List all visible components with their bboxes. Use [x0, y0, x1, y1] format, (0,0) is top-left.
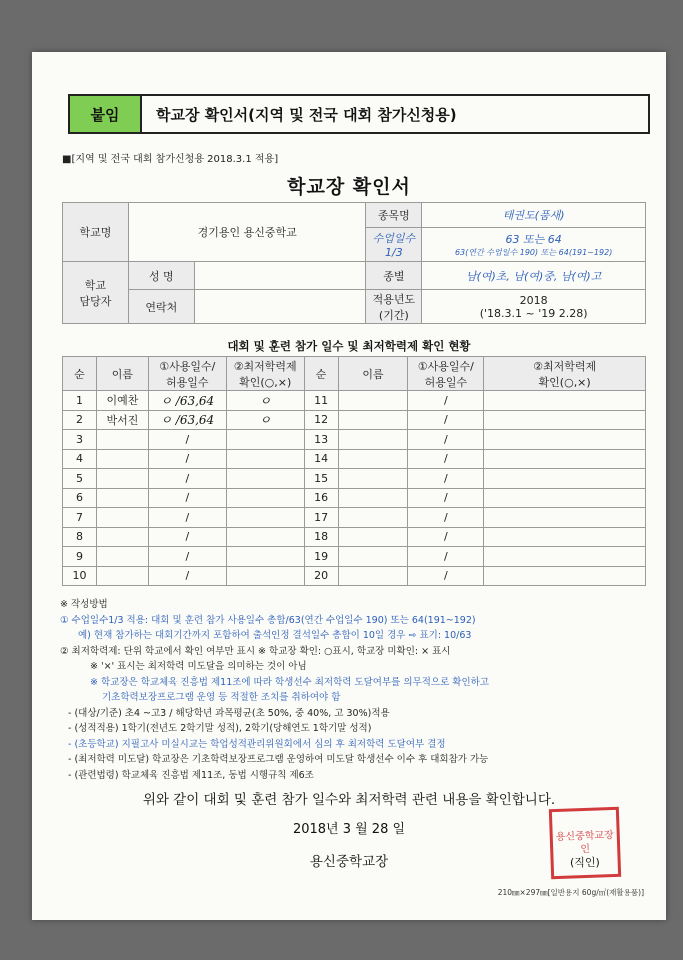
table-row — [63, 449, 646, 469]
page-title: 학교장 확인서 — [287, 176, 411, 198]
note-4b: 기초학력보장프로그램 운영 등 적절한 조치를 취하여야 함 — [102, 692, 341, 703]
row-no: 1 — [63, 391, 97, 411]
header-box — [68, 94, 650, 134]
confirmation-statement: 위와 같이 대회 및 훈련 참가 일수와 최저학력 관련 내용을 확인합니다. — [142, 792, 556, 808]
row-minimum — [226, 488, 304, 508]
paper-spec: 210㎜×297㎜[일반용지 60g/㎡(재활용품)] — [497, 888, 644, 897]
row-minimum — [226, 547, 304, 567]
row-no: 9 — [63, 547, 97, 567]
section-title: 대회 및 훈련 참가 일수 및 최저학력제 확인 현황 — [227, 339, 471, 353]
row-minimum-right — [484, 547, 646, 567]
form-id: ■[지역 및 전국 대회 참가신청용 2018.3.1 적용] — [62, 154, 279, 165]
table-row — [63, 391, 646, 411]
row-no-right: 19 — [304, 547, 338, 567]
row-days-right: / — [408, 566, 484, 586]
row-name — [96, 508, 148, 528]
table-body — [63, 391, 646, 586]
school-days-label — [366, 228, 422, 262]
official-seal: 용신중학교장인 — [549, 807, 621, 879]
row-minimum — [226, 469, 304, 489]
row-name-right — [338, 449, 408, 469]
row-name — [96, 566, 148, 586]
seal-note: (직인) — [570, 856, 600, 869]
row-days: / — [148, 449, 226, 469]
row-name — [96, 469, 148, 489]
note-9: - (관련법령) 학교체육 진흥법 제11조, 동법 시행규칙 제6조 — [68, 769, 314, 781]
attachment-tag: 붙임 — [70, 96, 142, 132]
table-row — [63, 527, 646, 547]
row-name-right — [338, 488, 408, 508]
year-value-2: ('18.3.1 ~ '19 2.28) — [479, 306, 588, 320]
row-no-right: 15 — [304, 469, 338, 489]
row-minimum — [226, 527, 304, 547]
table-row — [63, 547, 646, 567]
header-days-right-2: 허용일수 — [424, 375, 468, 389]
school-days-value-1: 63 또는 64 — [505, 233, 562, 246]
header-days-right-1: ①사용일수/ — [417, 359, 474, 373]
row-days-right: / — [408, 547, 484, 567]
row-name — [96, 488, 148, 508]
table-row — [63, 488, 646, 508]
note-4: ※ 학교장은 학교체육 진흥법 제11조에 따라 학생선수 최저학력 도달여부를 의무적으로 확인하고 — [90, 676, 489, 688]
principal-signature: 용신중학교장 — [309, 854, 389, 870]
header-days-1: ①사용일수/ — [159, 359, 216, 373]
row-no: 3 — [63, 430, 97, 450]
sport-value: 태권도(품새) — [422, 203, 646, 228]
note-1: ① 수업일수1/3 적용: 대회 및 훈련 참가 사용일수 총합/63(연간 수업일수 190) 또는 64(191~192) — [60, 614, 476, 626]
row-no-right: 13 — [304, 430, 338, 450]
header-days — [148, 357, 226, 391]
document-page — [32, 52, 666, 920]
row-days-right: / — [408, 391, 484, 411]
row-days-right: / — [408, 508, 484, 528]
row-minimum-right — [484, 410, 646, 430]
school-days-value — [422, 228, 646, 262]
row-minimum-right — [484, 527, 646, 547]
header-no-right: 순 — [304, 357, 338, 391]
row-name-right — [338, 391, 408, 411]
name-value — [194, 262, 366, 290]
row-days: / — [148, 547, 226, 567]
row-name-right — [338, 410, 408, 430]
row-minimum-right — [484, 508, 646, 528]
row-no-right: 11 — [304, 391, 338, 411]
header-title: 학교장 확인서(지역 및 전국 대회 참가신청용) — [156, 105, 457, 124]
name-label: 성 명 — [128, 262, 194, 290]
school-value: 경기용인 용신중학교 — [128, 203, 366, 262]
manager-label-2: 담당자 — [79, 294, 112, 308]
header-name: 이름 — [96, 357, 148, 391]
note-7: - (초등학교) 지필고사 미실시교는 학업성적관리위원회에서 심의 후 최저학력 도달여부 결정 — [68, 738, 446, 750]
row-name: 박서진 — [96, 410, 148, 430]
row-no-right: 18 — [304, 527, 338, 547]
row-days: ㅇ /63,64 — [148, 391, 226, 411]
year-value — [422, 290, 646, 324]
row-days-right: / — [408, 449, 484, 469]
issue-date: 2018년 3 월 28 일 — [292, 822, 406, 837]
note-6: - (성적적용) 1학기(전년도 2학기말 성적), 2학기(당해연도 1학기말 성적) — [68, 723, 372, 734]
header-minimum-1: ②최저학력제 — [233, 359, 297, 373]
year-label-1: 적용년도 — [372, 292, 416, 306]
row-minimum-right — [484, 449, 646, 469]
row-days: ㅇ /63,64 — [148, 410, 226, 430]
row-days-right: / — [408, 410, 484, 430]
header-minimum-right-1: ②최저학력제 — [533, 359, 597, 373]
row-days: / — [148, 527, 226, 547]
row-no-right: 16 — [304, 488, 338, 508]
row-no: 5 — [63, 469, 97, 489]
header-name-right: 이름 — [338, 357, 408, 391]
row-days: / — [148, 566, 226, 586]
header-minimum-right — [484, 357, 646, 391]
row-days: / — [148, 430, 226, 450]
year-value-1: 2018 — [519, 293, 548, 307]
row-days: / — [148, 469, 226, 489]
row-days-right: / — [408, 527, 484, 547]
instructions-heading: ※ 작성방법 — [60, 599, 108, 610]
row-name — [96, 547, 148, 567]
year-label-2: (기간) — [378, 308, 409, 322]
row-minimum — [226, 449, 304, 469]
note-5: - (대상/기준) 초4 ~고3 / 해당학년 과목평균(초 50%, 중 40%, 고 30%)적용 — [68, 707, 390, 719]
header-minimum-2: 확인(○,×) — [239, 375, 292, 389]
row-days-right: / — [408, 469, 484, 489]
row-no: 7 — [63, 508, 97, 528]
school-days-label-2: 1/3 — [385, 246, 403, 259]
header-minimum — [226, 357, 304, 391]
table-row — [63, 566, 646, 586]
manager-label-1: 학교 — [84, 278, 107, 292]
row-no: 2 — [63, 410, 97, 430]
contact-label: 연락처 — [128, 290, 194, 324]
row-minimum-right — [484, 488, 646, 508]
row-days: / — [148, 508, 226, 528]
row-name — [96, 449, 148, 469]
row-name-right — [338, 566, 408, 586]
row-no-right: 12 — [304, 410, 338, 430]
school-label: 학교명 — [63, 203, 129, 262]
row-name-right — [338, 469, 408, 489]
header-days-right — [408, 357, 484, 391]
participation-table — [62, 356, 646, 586]
note-2: ② 최저학력제: 단위 학교에서 확인 여부만 표시 ※ 학교장 확인: ○표시, 학교장 미확인: × 표시 — [60, 645, 451, 657]
row-minimum: ㅇ — [226, 410, 304, 430]
row-no-right: 20 — [304, 566, 338, 586]
year-label — [366, 290, 422, 324]
row-no-right: 17 — [304, 508, 338, 528]
row-no: 6 — [63, 488, 97, 508]
table-row — [63, 508, 646, 528]
row-name-right — [338, 508, 408, 528]
row-minimum — [226, 430, 304, 450]
sport-label: 종목명 — [366, 203, 422, 228]
header-minimum-right-2: 확인(○,×) — [538, 375, 591, 389]
note-1b: 예) 현재 참가하는 대회기간까지 포함하여 출석인정 결석일수 총합이 10일 경우 ⇨ 표기: 10/63 — [78, 630, 472, 641]
school-days-label-1: 수업일수 — [372, 232, 416, 245]
instructions — [60, 597, 650, 783]
row-minimum: ㅇ — [226, 391, 304, 411]
header-no: 순 — [63, 357, 97, 391]
row-days-right: / — [408, 430, 484, 450]
row-minimum-right — [484, 391, 646, 411]
manager-label — [63, 262, 129, 324]
row-name — [96, 430, 148, 450]
table-row — [63, 469, 646, 489]
table-row — [63, 410, 646, 430]
gender-label: 종별 — [366, 262, 422, 290]
row-no: 8 — [63, 527, 97, 547]
table-row — [63, 430, 646, 450]
row-minimum-right — [484, 430, 646, 450]
header-days-2: 허용일수 — [166, 375, 209, 389]
row-minimum-right — [484, 469, 646, 489]
contact-value — [194, 290, 366, 324]
note-3: ※ '×' 표시는 최저학력 미도달을 의미하는 것이 아님 — [90, 661, 307, 672]
row-days: / — [148, 488, 226, 508]
row-minimum — [226, 508, 304, 528]
row-minimum-right — [484, 566, 646, 586]
school-days-value-2: 63(연간 수업일수 190) 또는 64(191~192) — [454, 248, 613, 257]
gender-value: 남(여)초, 남(여)중, 남(여)고 — [422, 262, 646, 290]
row-days-right: / — [408, 488, 484, 508]
row-name: 이예찬 — [96, 391, 148, 411]
row-name — [96, 527, 148, 547]
row-no: 4 — [63, 449, 97, 469]
row-name-right — [338, 547, 408, 567]
row-minimum — [226, 566, 304, 586]
row-name-right — [338, 527, 408, 547]
info-table — [62, 202, 646, 324]
note-8: - (최저학력 미도달) 학교장은 기초학력보장프로그램 운영하여 미도달 학생선수 이수 후 대회참가 가능 — [68, 754, 489, 765]
row-no-right: 14 — [304, 449, 338, 469]
row-name-right — [338, 430, 408, 450]
row-no: 10 — [63, 566, 97, 586]
